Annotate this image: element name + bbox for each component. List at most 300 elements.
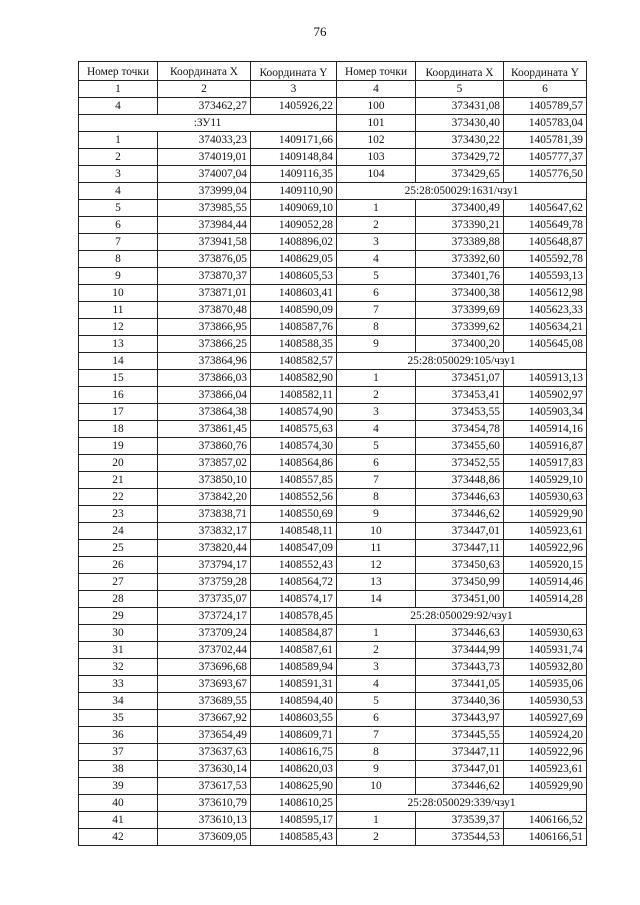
left-coord-x-cell: 373667,92 (158, 710, 251, 727)
right-point-number-cell: 1 (337, 370, 416, 387)
right-coord-x-cell: 373390,21 (416, 217, 504, 234)
left-point-number-cell: 40 (79, 795, 158, 812)
right-coord-x-cell: 373431,08 (416, 98, 504, 115)
header-left-point-number: Номер точки (79, 62, 158, 81)
left-coord-x-cell: 373850,10 (158, 472, 251, 489)
left-coord-y-cell: 1409069,10 (251, 200, 337, 217)
left-coord-y-cell: 1408550,69 (251, 506, 337, 523)
left-coord-x-cell: 373870,48 (158, 302, 251, 319)
right-coord-y-cell: 1405927,69 (504, 710, 587, 727)
table-row (79, 489, 587, 506)
left-point-number-cell: 4 (79, 183, 158, 200)
left-coord-x-cell: 373794,17 (158, 557, 251, 574)
left-point-number-cell: 24 (79, 523, 158, 540)
right-point-number-cell: 6 (337, 455, 416, 472)
right-coord-x-cell: 373450,63 (416, 557, 504, 574)
right-coord-y-cell: 1405930,63 (504, 489, 587, 506)
left-coord-y-cell: 1408609,71 (251, 727, 337, 744)
left-point-number-cell: 30 (79, 625, 158, 642)
right-coord-x-cell: 373447,01 (416, 761, 504, 778)
right-point-number-cell: 9 (337, 336, 416, 353)
right-coord-x-cell: 373401,76 (416, 268, 504, 285)
left-coord-x-cell: 373832,17 (158, 523, 251, 540)
right-point-number-cell: 6 (337, 710, 416, 727)
right-coord-y-cell: 1405929,90 (504, 778, 587, 795)
right-point-number-cell: 8 (337, 744, 416, 761)
table-row (79, 387, 587, 404)
right-point-number-cell: 5 (337, 693, 416, 710)
left-coord-x-cell: 373842,20 (158, 489, 251, 506)
left-coord-x-cell: 373866,95 (158, 319, 251, 336)
right-coord-y-cell: 1405634,21 (504, 319, 587, 336)
left-point-number-cell: 3 (79, 166, 158, 183)
column-index: 6 (504, 81, 587, 98)
left-point-number-cell: 31 (79, 642, 158, 659)
left-coord-y-cell: 1408574,90 (251, 404, 337, 421)
table-row (79, 251, 587, 268)
right-point-number-cell: 9 (337, 761, 416, 778)
left-coord-x-cell: 373637,63 (158, 744, 251, 761)
header-left-coord-y: Координата Y (251, 62, 337, 81)
left-point-number-cell: 8 (79, 251, 158, 268)
right-point-number-cell: 5 (337, 268, 416, 285)
left-coord-y-cell: 1408582,57 (251, 353, 337, 370)
right-coord-x-cell: 373400,49 (416, 200, 504, 217)
left-coord-x-cell: 373838,71 (158, 506, 251, 523)
left-point-number-cell: 33 (79, 676, 158, 693)
table-row (79, 591, 587, 608)
left-point-number-cell: 41 (79, 812, 158, 829)
right-coord-x-cell: 373446,63 (416, 625, 504, 642)
right-coord-y-cell: 1405914,28 (504, 591, 587, 608)
left-coord-x-cell: 373864,96 (158, 353, 251, 370)
left-point-number-cell: 18 (79, 421, 158, 438)
left-coord-x-cell: 373462,27 (158, 98, 251, 115)
table-row (79, 676, 587, 693)
right-coord-x-cell: 373445,55 (416, 727, 504, 744)
right-point-number-cell: 12 (337, 557, 416, 574)
table-row (79, 727, 587, 744)
right-coord-x-cell: 373452,55 (416, 455, 504, 472)
left-point-number-cell: 26 (79, 557, 158, 574)
left-point-number-cell: 27 (79, 574, 158, 591)
left-point-number-cell: 20 (79, 455, 158, 472)
right-coord-y-cell: 1405929,90 (504, 506, 587, 523)
left-point-number-cell: 5 (79, 200, 158, 217)
left-coord-y-cell: 1408896,02 (251, 234, 337, 251)
table-index-row (79, 81, 587, 98)
right-coord-y-cell: 1405931,74 (504, 642, 587, 659)
right-coord-x-cell: 373430,40 (416, 115, 504, 132)
right-coord-x-cell: 373450,99 (416, 574, 504, 591)
left-coord-x-cell: 373984,44 (158, 217, 251, 234)
table-row (79, 812, 587, 829)
left-coord-y-cell: 1409116,35 (251, 166, 337, 183)
right-coord-y-cell: 1405935,06 (504, 676, 587, 693)
left-coord-x-cell: 374007,04 (158, 166, 251, 183)
right-point-number-cell: 3 (337, 404, 416, 421)
table-row (79, 455, 587, 472)
table-row (79, 234, 587, 251)
right-coord-y-cell: 1405593,13 (504, 268, 587, 285)
left-coord-y-cell: 1408564,72 (251, 574, 337, 591)
header-right-point-number: Номер точки (337, 62, 416, 81)
right-coord-x-cell: 373389,88 (416, 234, 504, 251)
left-point-number-cell: 4 (79, 98, 158, 115)
left-point-number-cell: 6 (79, 217, 158, 234)
left-coord-x-cell: 373693,67 (158, 676, 251, 693)
left-coord-y-cell: 1408603,55 (251, 710, 337, 727)
right-point-number-cell: 8 (337, 489, 416, 506)
page-number: 76 (313, 24, 327, 39)
left-coord-y-cell: 1408552,56 (251, 489, 337, 506)
right-coord-y-cell: 1405922,96 (504, 744, 587, 761)
left-point-number-cell: 12 (79, 319, 158, 336)
right-coord-x-cell: 373447,11 (416, 540, 504, 557)
left-coord-x-cell: 373724,17 (158, 608, 251, 625)
table-row (79, 795, 587, 812)
right-coord-x-cell: 373443,73 (416, 659, 504, 676)
left-coord-x-cell: 373871,01 (158, 285, 251, 302)
left-coord-x-cell: 373870,37 (158, 268, 251, 285)
right-point-number-cell: 14 (337, 591, 416, 608)
right-coord-y-cell: 1405930,53 (504, 693, 587, 710)
right-point-number-cell: 6 (337, 285, 416, 302)
left-coord-y-cell: 1408588,35 (251, 336, 337, 353)
left-point-number-cell: 15 (79, 370, 158, 387)
left-point-number-cell: 34 (79, 693, 158, 710)
right-section-title-cell: 25:28:050029:92/чзу1 (337, 608, 587, 625)
right-point-number-cell: 2 (337, 829, 416, 846)
table-row (79, 98, 587, 115)
header-right-coord-y: Координата Y (504, 62, 587, 81)
table-row (79, 574, 587, 591)
right-coord-x-cell: 373429,65 (416, 166, 504, 183)
right-coord-y-cell: 1405612,98 (504, 285, 587, 302)
left-point-number-cell: 22 (79, 489, 158, 506)
table-header-row (79, 62, 587, 81)
right-point-number-cell: 4 (337, 251, 416, 268)
right-point-number-cell: 5 (337, 438, 416, 455)
left-coord-y-cell: 1408620,03 (251, 761, 337, 778)
right-coord-y-cell: 1406166,52 (504, 812, 587, 829)
right-coord-y-cell: 1405914,16 (504, 421, 587, 438)
table-row (79, 744, 587, 761)
left-coord-y-cell: 1408629,05 (251, 251, 337, 268)
left-coord-y-cell: 1408575,63 (251, 421, 337, 438)
left-point-number-cell: 28 (79, 591, 158, 608)
left-coord-x-cell: 373941,58 (158, 234, 251, 251)
left-point-number-cell: 37 (79, 744, 158, 761)
right-coord-x-cell: 373544,53 (416, 829, 504, 846)
left-coord-x-cell: 373999,04 (158, 183, 251, 200)
left-coord-x-cell: 373702,44 (158, 642, 251, 659)
left-coord-y-cell: 1405926,22 (251, 98, 337, 115)
left-coord-y-cell: 1408595,17 (251, 812, 337, 829)
left-point-number-cell: 19 (79, 438, 158, 455)
left-point-number-cell: 32 (79, 659, 158, 676)
table-row (79, 404, 587, 421)
left-coord-x-cell: 373866,04 (158, 387, 251, 404)
right-coord-y-cell: 1405903,34 (504, 404, 587, 421)
left-point-number-cell: 16 (79, 387, 158, 404)
table-row (79, 642, 587, 659)
table-row (79, 761, 587, 778)
left-point-number-cell: 2 (79, 149, 158, 166)
coordinates-table-body (79, 62, 587, 846)
left-point-number-cell: 10 (79, 285, 158, 302)
right-coord-x-cell: 373400,20 (416, 336, 504, 353)
left-coord-y-cell: 1409052,28 (251, 217, 337, 234)
left-point-number-cell: 36 (79, 727, 158, 744)
left-coord-y-cell: 1408548,11 (251, 523, 337, 540)
left-point-number-cell: 23 (79, 506, 158, 523)
right-coord-x-cell: 373451,00 (416, 591, 504, 608)
right-point-number-cell: 100 (337, 98, 416, 115)
right-point-number-cell: 104 (337, 166, 416, 183)
table-row (79, 285, 587, 302)
left-coord-x-cell: 373654,49 (158, 727, 251, 744)
left-point-number-cell: 1 (79, 132, 158, 149)
table-row (79, 608, 587, 625)
left-point-number-cell: 25 (79, 540, 158, 557)
right-coord-x-cell: 373453,55 (416, 404, 504, 421)
right-coord-x-cell: 373447,01 (416, 523, 504, 540)
right-point-number-cell: 3 (337, 659, 416, 676)
right-coord-x-cell: 373399,62 (416, 319, 504, 336)
right-point-number-cell: 1 (337, 200, 416, 217)
right-point-number-cell: 9 (337, 506, 416, 523)
right-point-number-cell: 10 (337, 778, 416, 795)
table-row (79, 132, 587, 149)
left-coord-x-cell: 373617,53 (158, 778, 251, 795)
left-coord-x-cell: 373610,79 (158, 795, 251, 812)
table-row (79, 557, 587, 574)
left-coord-y-cell: 1408584,87 (251, 625, 337, 642)
table-row (79, 829, 587, 846)
left-coord-x-cell: 374019,01 (158, 149, 251, 166)
left-coord-y-cell: 1408585,43 (251, 829, 337, 846)
table-row (79, 319, 587, 336)
left-coord-y-cell: 1408591,31 (251, 676, 337, 693)
right-coord-y-cell: 1405923,61 (504, 761, 587, 778)
left-coord-y-cell: 1409110,90 (251, 183, 337, 200)
left-coord-y-cell: 1408557,85 (251, 472, 337, 489)
right-coord-x-cell: 373441,05 (416, 676, 504, 693)
table-row (79, 710, 587, 727)
left-coord-x-cell: 373609,05 (158, 829, 251, 846)
right-coord-x-cell: 373440,36 (416, 693, 504, 710)
table-row (79, 353, 587, 370)
right-point-number-cell: 11 (337, 540, 416, 557)
right-point-number-cell: 103 (337, 149, 416, 166)
right-coord-y-cell: 1405902,97 (504, 387, 587, 404)
table-row (79, 370, 587, 387)
right-coord-y-cell: 1405623,33 (504, 302, 587, 319)
right-coord-x-cell: 373539,37 (416, 812, 504, 829)
right-coord-y-cell: 1405917,83 (504, 455, 587, 472)
left-coord-y-cell: 1408610,25 (251, 795, 337, 812)
table-row (79, 115, 587, 132)
left-coord-x-cell: 373866,25 (158, 336, 251, 353)
right-coord-y-cell: 1405776,50 (504, 166, 587, 183)
right-coord-x-cell: 373448,86 (416, 472, 504, 489)
table-row (79, 472, 587, 489)
table-row (79, 659, 587, 676)
left-coord-x-cell: 373857,02 (158, 455, 251, 472)
right-coord-y-cell: 1405916,87 (504, 438, 587, 455)
left-point-number-cell: 9 (79, 268, 158, 285)
table-row (79, 506, 587, 523)
left-coord-x-cell: 373630,14 (158, 761, 251, 778)
left-coord-x-cell: 373610,13 (158, 812, 251, 829)
right-coord-x-cell: 373429,72 (416, 149, 504, 166)
column-index: 1 (79, 81, 158, 98)
right-point-number-cell: 101 (337, 115, 416, 132)
table-row (79, 217, 587, 234)
table-row (79, 625, 587, 642)
left-coord-x-cell: 373876,05 (158, 251, 251, 268)
left-coord-y-cell: 1408582,90 (251, 370, 337, 387)
right-coord-y-cell: 1405932,80 (504, 659, 587, 676)
left-coord-y-cell: 1408603,41 (251, 285, 337, 302)
left-point-number-cell: 38 (79, 761, 158, 778)
right-point-number-cell: 7 (337, 302, 416, 319)
right-coord-x-cell: 373443,97 (416, 710, 504, 727)
table-row (79, 268, 587, 285)
right-coord-x-cell: 373400,38 (416, 285, 504, 302)
left-coord-x-cell: 373696,68 (158, 659, 251, 676)
left-coord-y-cell: 1408564,86 (251, 455, 337, 472)
right-coord-x-cell: 373451,07 (416, 370, 504, 387)
left-coord-x-cell: 373861,45 (158, 421, 251, 438)
right-coord-y-cell: 1405922,96 (504, 540, 587, 557)
right-point-number-cell: 7 (337, 472, 416, 489)
right-point-number-cell: 10 (337, 523, 416, 540)
right-coord-y-cell: 1406166,51 (504, 829, 587, 846)
left-point-number-cell: 11 (79, 302, 158, 319)
right-coord-x-cell: 373444,99 (416, 642, 504, 659)
table-row (79, 200, 587, 217)
left-coord-x-cell: 374033,23 (158, 132, 251, 149)
left-coord-y-cell: 1408589,94 (251, 659, 337, 676)
left-coord-y-cell: 1408547,09 (251, 540, 337, 557)
right-point-number-cell: 13 (337, 574, 416, 591)
left-coord-x-cell: 373689,55 (158, 693, 251, 710)
right-coord-x-cell: 373447,11 (416, 744, 504, 761)
right-coord-y-cell: 1405777,37 (504, 149, 587, 166)
left-coord-x-cell: 373985,55 (158, 200, 251, 217)
right-coord-x-cell: 373446,63 (416, 489, 504, 506)
left-coord-x-cell: 373860,76 (158, 438, 251, 455)
table-row (79, 421, 587, 438)
right-coord-y-cell: 1405789,57 (504, 98, 587, 115)
left-point-number-cell: 7 (79, 234, 158, 251)
right-coord-x-cell: 373392,60 (416, 251, 504, 268)
left-coord-y-cell: 1408590,09 (251, 302, 337, 319)
right-coord-y-cell: 1405645,08 (504, 336, 587, 353)
left-coord-y-cell: 1408587,61 (251, 642, 337, 659)
table-row (79, 166, 587, 183)
right-coord-y-cell: 1405649,78 (504, 217, 587, 234)
left-section-title-cell: :ЗУ11 (79, 115, 337, 132)
right-coord-y-cell: 1405783,04 (504, 115, 587, 132)
left-point-number-cell: 42 (79, 829, 158, 846)
header-left-coord-x: Координата X (158, 62, 251, 81)
right-point-number-cell: 1 (337, 812, 416, 829)
right-point-number-cell: 3 (337, 234, 416, 251)
right-coord-x-cell: 373430,22 (416, 132, 504, 149)
left-coord-y-cell: 1409171,66 (251, 132, 337, 149)
left-point-number-cell: 29 (79, 608, 158, 625)
right-coord-y-cell: 1405923,61 (504, 523, 587, 540)
right-section-title-cell: 25:28:050029:339/чзу1 (337, 795, 587, 812)
left-coord-x-cell: 373709,24 (158, 625, 251, 642)
right-point-number-cell: 2 (337, 217, 416, 234)
right-coord-y-cell: 1405648,87 (504, 234, 587, 251)
right-coord-x-cell: 373454,78 (416, 421, 504, 438)
right-coord-y-cell: 1405647,62 (504, 200, 587, 217)
right-section-title-cell: 25:28:050029:1631/чзу1 (337, 183, 587, 200)
right-coord-x-cell: 373446,62 (416, 506, 504, 523)
column-index: 5 (416, 81, 504, 98)
right-point-number-cell: 7 (337, 727, 416, 744)
right-coord-y-cell: 1405920,15 (504, 557, 587, 574)
table-row (79, 540, 587, 557)
left-point-number-cell: 35 (79, 710, 158, 727)
table-row (79, 149, 587, 166)
column-index: 3 (251, 81, 337, 98)
left-coord-x-cell: 373866,03 (158, 370, 251, 387)
left-point-number-cell: 21 (79, 472, 158, 489)
column-index: 2 (158, 81, 251, 98)
left-coord-x-cell: 373820,44 (158, 540, 251, 557)
right-coord-y-cell: 1405913,13 (504, 370, 587, 387)
right-section-title-cell: 25:28:050029:105/чзу1 (337, 353, 587, 370)
table-row (79, 438, 587, 455)
left-coord-y-cell: 1408582,11 (251, 387, 337, 404)
left-coord-x-cell: 373759,28 (158, 574, 251, 591)
right-point-number-cell: 2 (337, 387, 416, 404)
left-coord-y-cell: 1408574,17 (251, 591, 337, 608)
left-point-number-cell: 14 (79, 353, 158, 370)
right-coord-y-cell: 1405929,10 (504, 472, 587, 489)
left-point-number-cell: 17 (79, 404, 158, 421)
column-index: 4 (337, 81, 416, 98)
right-point-number-cell: 1 (337, 625, 416, 642)
left-coord-y-cell: 1408578,45 (251, 608, 337, 625)
left-coord-y-cell: 1408616,75 (251, 744, 337, 761)
left-coord-x-cell: 373735,07 (158, 591, 251, 608)
table-row (79, 183, 587, 200)
right-coord-y-cell: 1405930,63 (504, 625, 587, 642)
right-coord-y-cell: 1405924,20 (504, 727, 587, 744)
right-coord-y-cell: 1405914,46 (504, 574, 587, 591)
right-coord-x-cell: 373399,69 (416, 302, 504, 319)
left-coord-y-cell: 1408552,43 (251, 557, 337, 574)
coordinates-table (78, 61, 587, 846)
right-point-number-cell: 8 (337, 319, 416, 336)
table-row (79, 523, 587, 540)
left-coord-y-cell: 1408605,53 (251, 268, 337, 285)
right-coord-y-cell: 1405781,39 (504, 132, 587, 149)
table-row (79, 778, 587, 795)
right-coord-y-cell: 1405592,78 (504, 251, 587, 268)
left-coord-y-cell: 1408594,40 (251, 693, 337, 710)
left-coord-x-cell: 373864,38 (158, 404, 251, 421)
header-right-coord-x: Координата X (416, 62, 504, 81)
right-coord-x-cell: 373455,60 (416, 438, 504, 455)
